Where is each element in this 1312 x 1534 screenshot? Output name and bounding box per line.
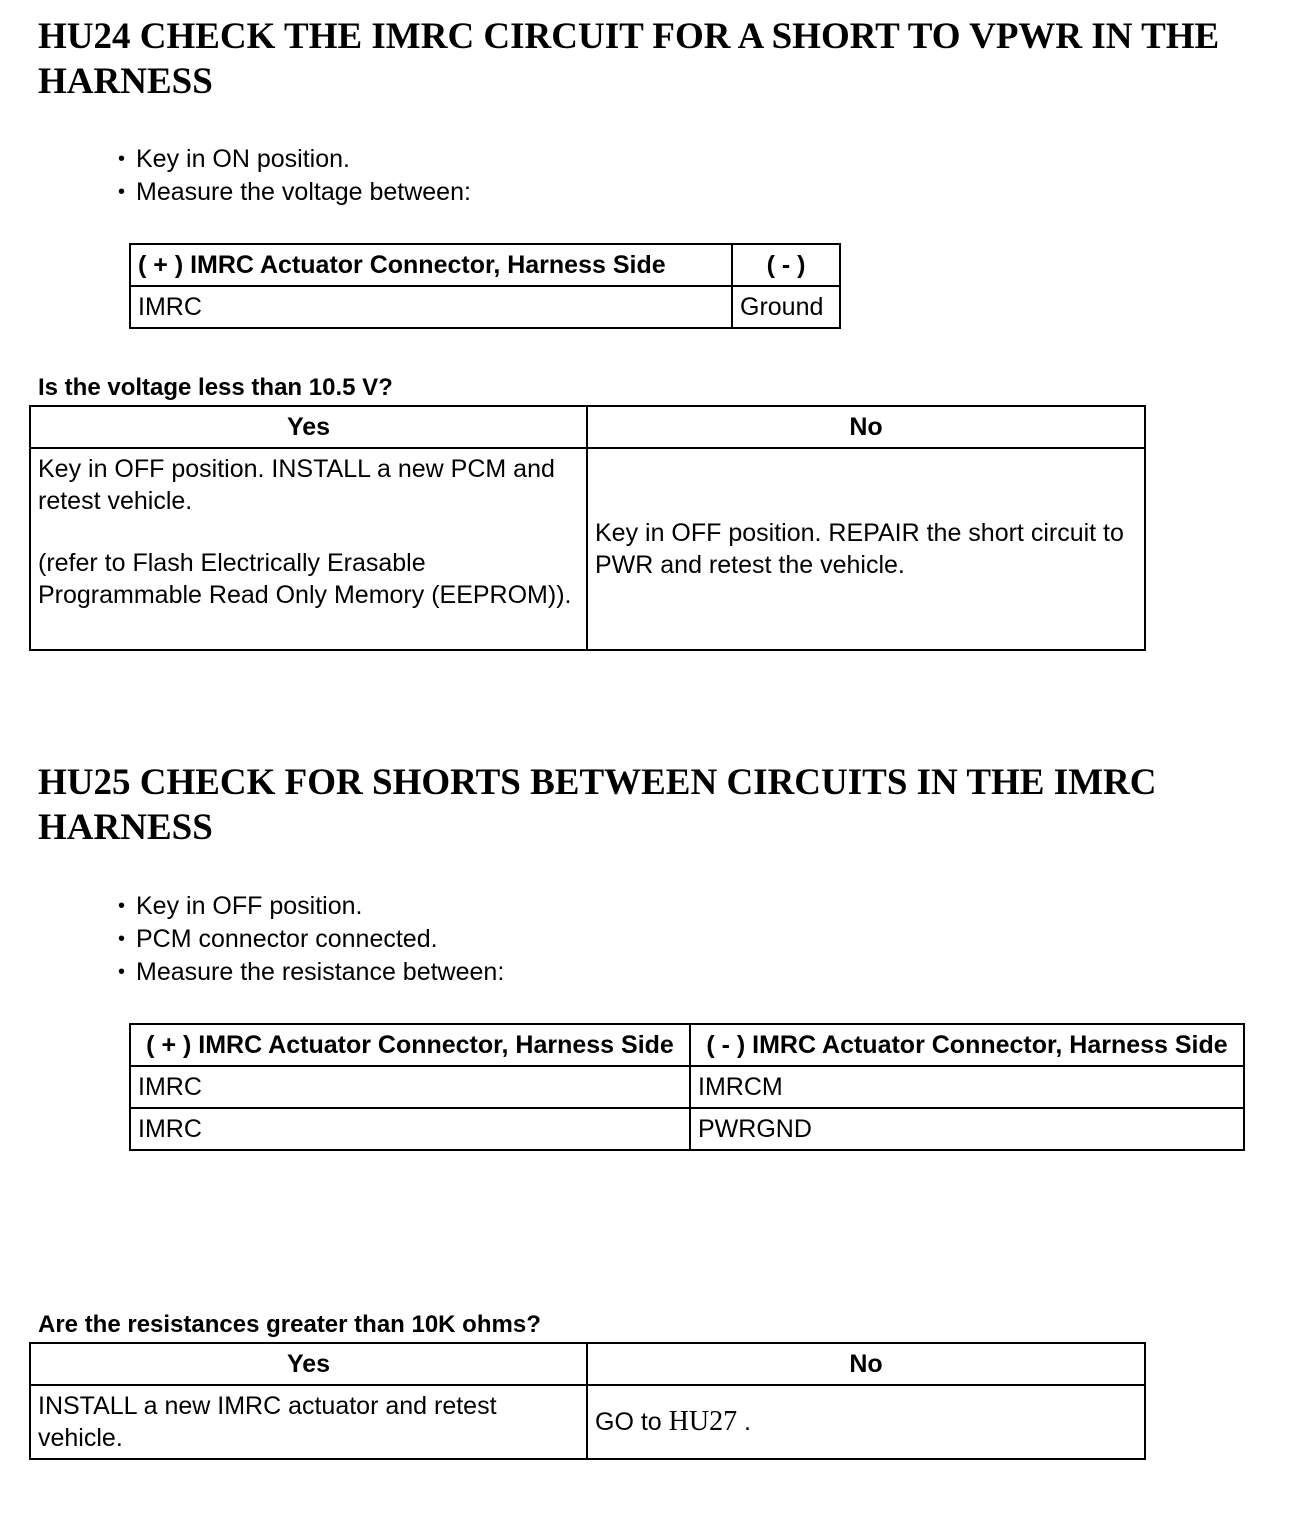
hu25-no-suffix: .	[744, 1408, 751, 1436]
hu25-step: • Key in OFF position.	[118, 890, 504, 923]
hu25-question: Are the resistances greater than 10K ohms?	[38, 1311, 541, 1338]
hu25-steps	[118, 890, 504, 989]
hu25-yes-header: Yes	[30, 1343, 587, 1385]
hu25-title: HU25 CHECK FOR SHORTS BETWEEN CIRCUITS IN THE IMRC HARNESS	[38, 762, 1157, 848]
hu24-title: HU24 CHECK THE IMRC CIRCUIT FOR A SHORT TO VPWR IN THE HARNESS	[38, 16, 1220, 102]
hu25-measure-header-positive: ( + ) IMRC Actuator Connector, Harness Side	[130, 1024, 690, 1066]
hu24-steps	[118, 143, 471, 209]
hu24-step: • Measure the voltage between:	[118, 176, 471, 209]
hu25-no-prefix: GO to	[595, 1408, 662, 1436]
hu25-measure-cell: IMRCM	[690, 1066, 1244, 1108]
hu25-step: • Measure the resistance between:	[118, 956, 504, 989]
hu24-measure-table	[129, 243, 841, 329]
hu25-measure-header-negative: ( - ) IMRC Actuator Connector, Harness Side	[690, 1024, 1244, 1066]
hu24-measure-cell: IMRC	[130, 286, 732, 328]
hu24-measure-header-negative: ( - )	[732, 244, 840, 286]
hu24-yes-cell	[30, 448, 587, 650]
hu24-step: • Key in ON position.	[118, 143, 471, 176]
hu24-measure-cell: Ground	[732, 286, 840, 328]
hu24-measure-header-positive: ( + ) IMRC Actuator Connector, Harness Side	[130, 244, 732, 286]
hu25-measure-cell: PWRGND	[690, 1108, 1244, 1150]
hu25-step: • PCM connector connected.	[118, 923, 504, 956]
hu25-yes-cell: INSTALL a new IMRC actuator and retest vehicle.	[30, 1385, 587, 1459]
hu24-decision-table	[29, 405, 1146, 651]
hu25-measure-cell: IMRC	[130, 1066, 690, 1108]
hu25-decision-table	[29, 1342, 1146, 1460]
hu24-yes-header: Yes	[30, 406, 587, 448]
hu25-measure-cell: IMRC	[130, 1108, 690, 1150]
hu24-question: Is the voltage less than 10.5 V?	[38, 374, 393, 401]
hu24-yes-note: (refer to Flash Electrically Erasable Programmable Read Only Memory (EEPROM)).	[38, 549, 572, 609]
hu25-no-header: No	[587, 1343, 1145, 1385]
hu24-no-header: No	[587, 406, 1145, 448]
hu25-measure-table	[129, 1023, 1245, 1151]
hu24-yes-text: Key in OFF position. INSTALL a new PCM and retest vehicle.	[38, 455, 555, 515]
hu27-link[interactable]: HU27	[668, 1406, 738, 1437]
hu25-no-cell	[587, 1385, 1145, 1459]
hu24-no-cell: Key in OFF position. REPAIR the short circuit to PWR and retest the vehicle.	[587, 448, 1145, 650]
